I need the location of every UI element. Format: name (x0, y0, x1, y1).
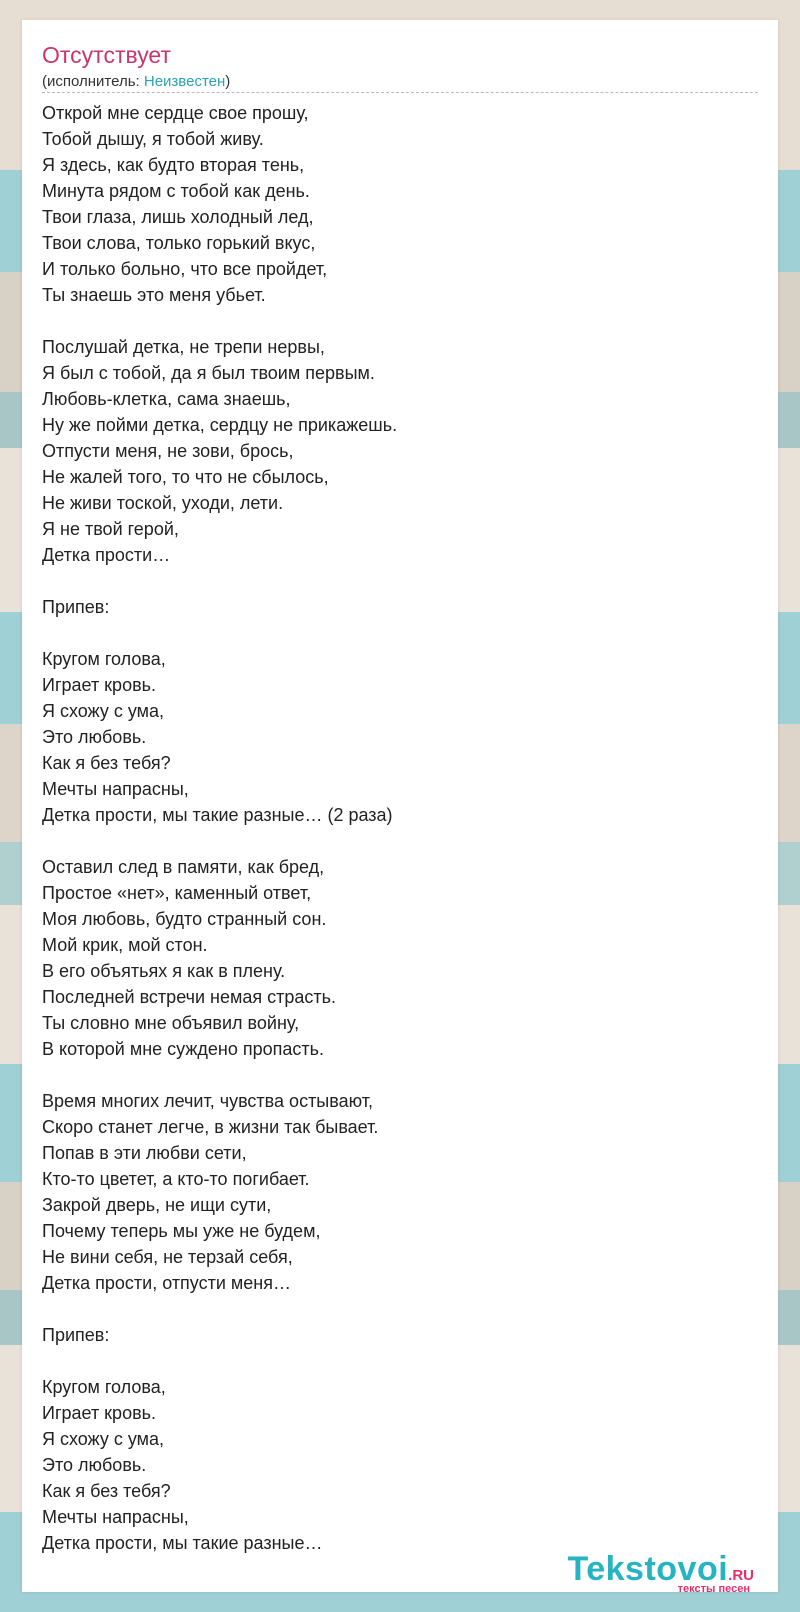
lyrics-card (22, 20, 778, 1595)
logo-tld: .RU (728, 1567, 754, 1584)
performer-line (42, 72, 230, 92)
header-divider (42, 92, 758, 93)
lyrics-text: Открой мне сердце свое прошу, Тобой дышу, я тобой живу. Я здесь, как будто вторая тень, Минута рядом с тобой как день. Твои глаза, лишь холодный лед, Твои слова, только горький вкус, И только больно, что все пройдет, Ты знаешь это меня убьет. Послушай детка, не трепи нервы, Я был с тобой, да я был твоим первым. Любовь-клетка, сама знаешь, Ну же пойми детка, сердцу не прикажешь. Отпусти меня, не зови, брось, Не жалей того, то что не сбылось, Не живи тоской, уходи, лети. Я не твой герой, Детка прости… Припев: Кругом голова, Играет кровь. Я схожу с ума, Это любовь. Как я без тебя? Мечты напрасны, Детка прости, мы такие разные… (2 раза) Оставил след в памяти, как бред, Простое «нет», каменный ответ, Моя любовь, будто странный сон. Мой крик, мой стон. В его объятьях я как в плену. Последней встречи немая страсть. Ты словно мне объявил войну, В которой мне суждено пропасть. Время многих лечит, чувства остывают, Скоро станет легче, в жизни так бывает. Попав в эти любви сети, Кто-то цветет, а кто-то погибает. Закрой дверь, не ищи сути, Почему теперь мы уже не будем, Не вини себя, не терзай себя, Детка прости, отпусти меня… Припев: Кругом голова, Играет кровь. Я схожу с ума, Это любовь. Как я без тебя? Мечты напрасны, Детка прости, мы такие разные… (42, 103, 398, 1553)
site-logo[interactable] (567, 1550, 754, 1595)
song-title: Отсутствует (42, 42, 171, 68)
performer-suffix: ) (225, 73, 231, 90)
logo-tagline: тексты песен (677, 1583, 750, 1595)
artist-link[interactable]: Неизвестен (143, 73, 226, 90)
logo-name: Tekstovoi (567, 1550, 729, 1588)
performer-prefix: (исполнитель: (42, 73, 144, 90)
